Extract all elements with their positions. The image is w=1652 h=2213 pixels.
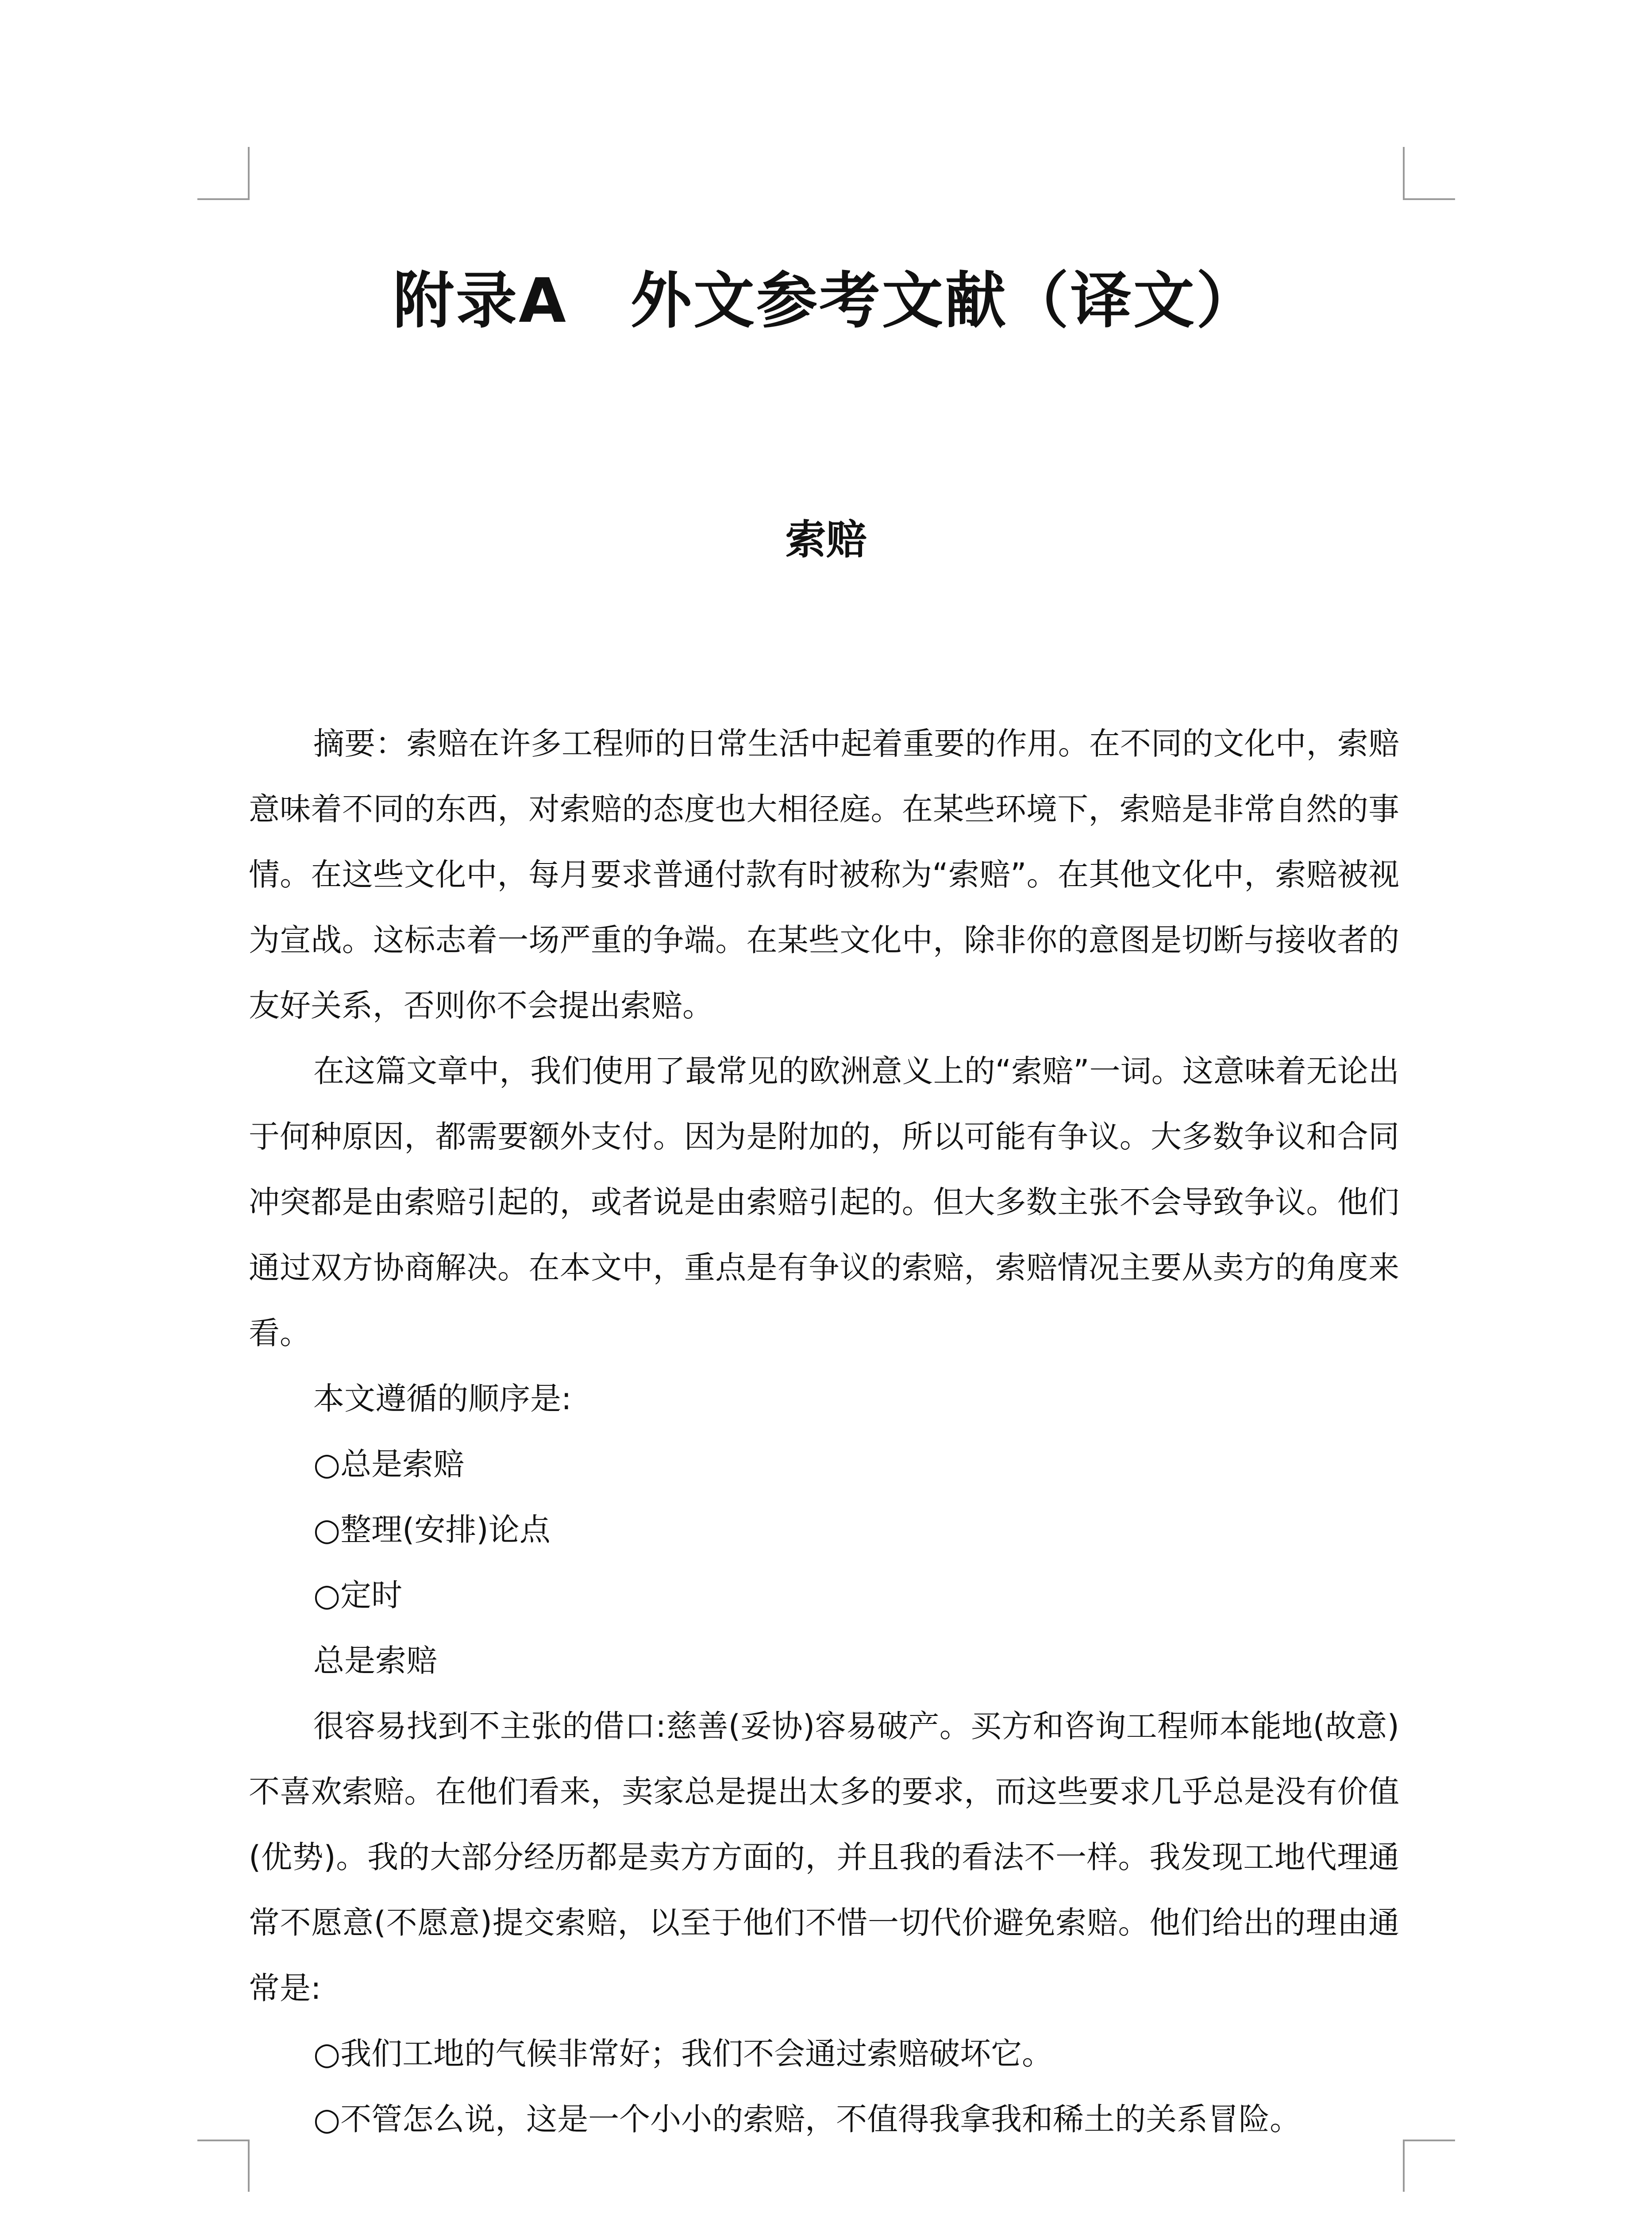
crop-mark-top-right-vertical bbox=[1403, 147, 1405, 199]
crop-mark-top-right-horizontal bbox=[1403, 198, 1455, 200]
crop-mark-top-left-horizontal bbox=[197, 198, 250, 200]
section-heading-always-claim: 总是索赔 bbox=[313, 1642, 437, 1679]
crop-mark-top-left-vertical bbox=[248, 147, 250, 199]
paragraph-excuses: 很容易找到不主张的借口:慈善(妥协)容易破产。买方和咨询工程师本能地(故意)不喜欢索赔。在他们看来，卖家总是提出太多的要求，而这些要求几乎总是没有价值(优势)。我的大部分经历都是卖方方面的，并且我的看法不一样。我发现工地代理通常不愿意(不愿意)提交索赔，以至于他们不惜一切代价避免索赔。他们给出的理由通常是: bbox=[249, 1708, 1399, 2006]
list-item: ○总是索赔 bbox=[313, 1446, 465, 1482]
paragraph-claim-definition: 在这篇文章中，我们使用了最常见的欧洲意义上的“索赔”一词。这意味着无论出于何种原因，都需要额外支付。因为是附加的，所以可能有争议。大多数争议和合同冲突都是由索赔引起的，或者说是由索赔引起的。但大多数主张不会导致争议。他们通过双方协商解决。在本文中，重点是有争议的索赔，索赔情况主要从卖方的角度来看。 bbox=[249, 1053, 1399, 1351]
article-title: 索赔 bbox=[785, 516, 867, 563]
appendix-heading: 附录A 外文参考文献（译文） bbox=[393, 265, 1259, 336]
crop-mark-bottom-left-horizontal bbox=[197, 2140, 250, 2141]
paragraph-order-intro: 本文遵循的顺序是: bbox=[313, 1380, 572, 1417]
list-item: ○定时 bbox=[313, 1577, 403, 1613]
document-body bbox=[249, 711, 1399, 2152]
list-item: ○不管怎么说，这是一个小小的索赔，不值得我拿我和稀土的关系冒险。 bbox=[313, 2101, 1301, 2137]
crop-mark-bottom-right-vertical bbox=[1403, 2140, 1405, 2192]
list-item: ○我们工地的气候非常好；我们不会通过索赔破坏它。 bbox=[313, 2036, 1053, 2072]
paragraph-abstract: 摘要：索赔在许多工程师的日常生活中起着重要的作用。在不同的文化中，索赔意味着不同的东西，对索赔的态度也大相径庭。在某些环境下，索赔是非常自然的事情。在这些文化中，每月要求普通付款有时被称为“索赔”。在其他文化中，索赔被视为宣战。这标志着一场严重的争端。在某些文化中，除非你的意图是切断与接收者的友好关系，否则你不会提出索赔。 bbox=[249, 725, 1399, 1024]
list-item: ○整理(安排)论点 bbox=[313, 1511, 551, 1548]
crop-mark-bottom-right-horizontal bbox=[1403, 2140, 1455, 2141]
